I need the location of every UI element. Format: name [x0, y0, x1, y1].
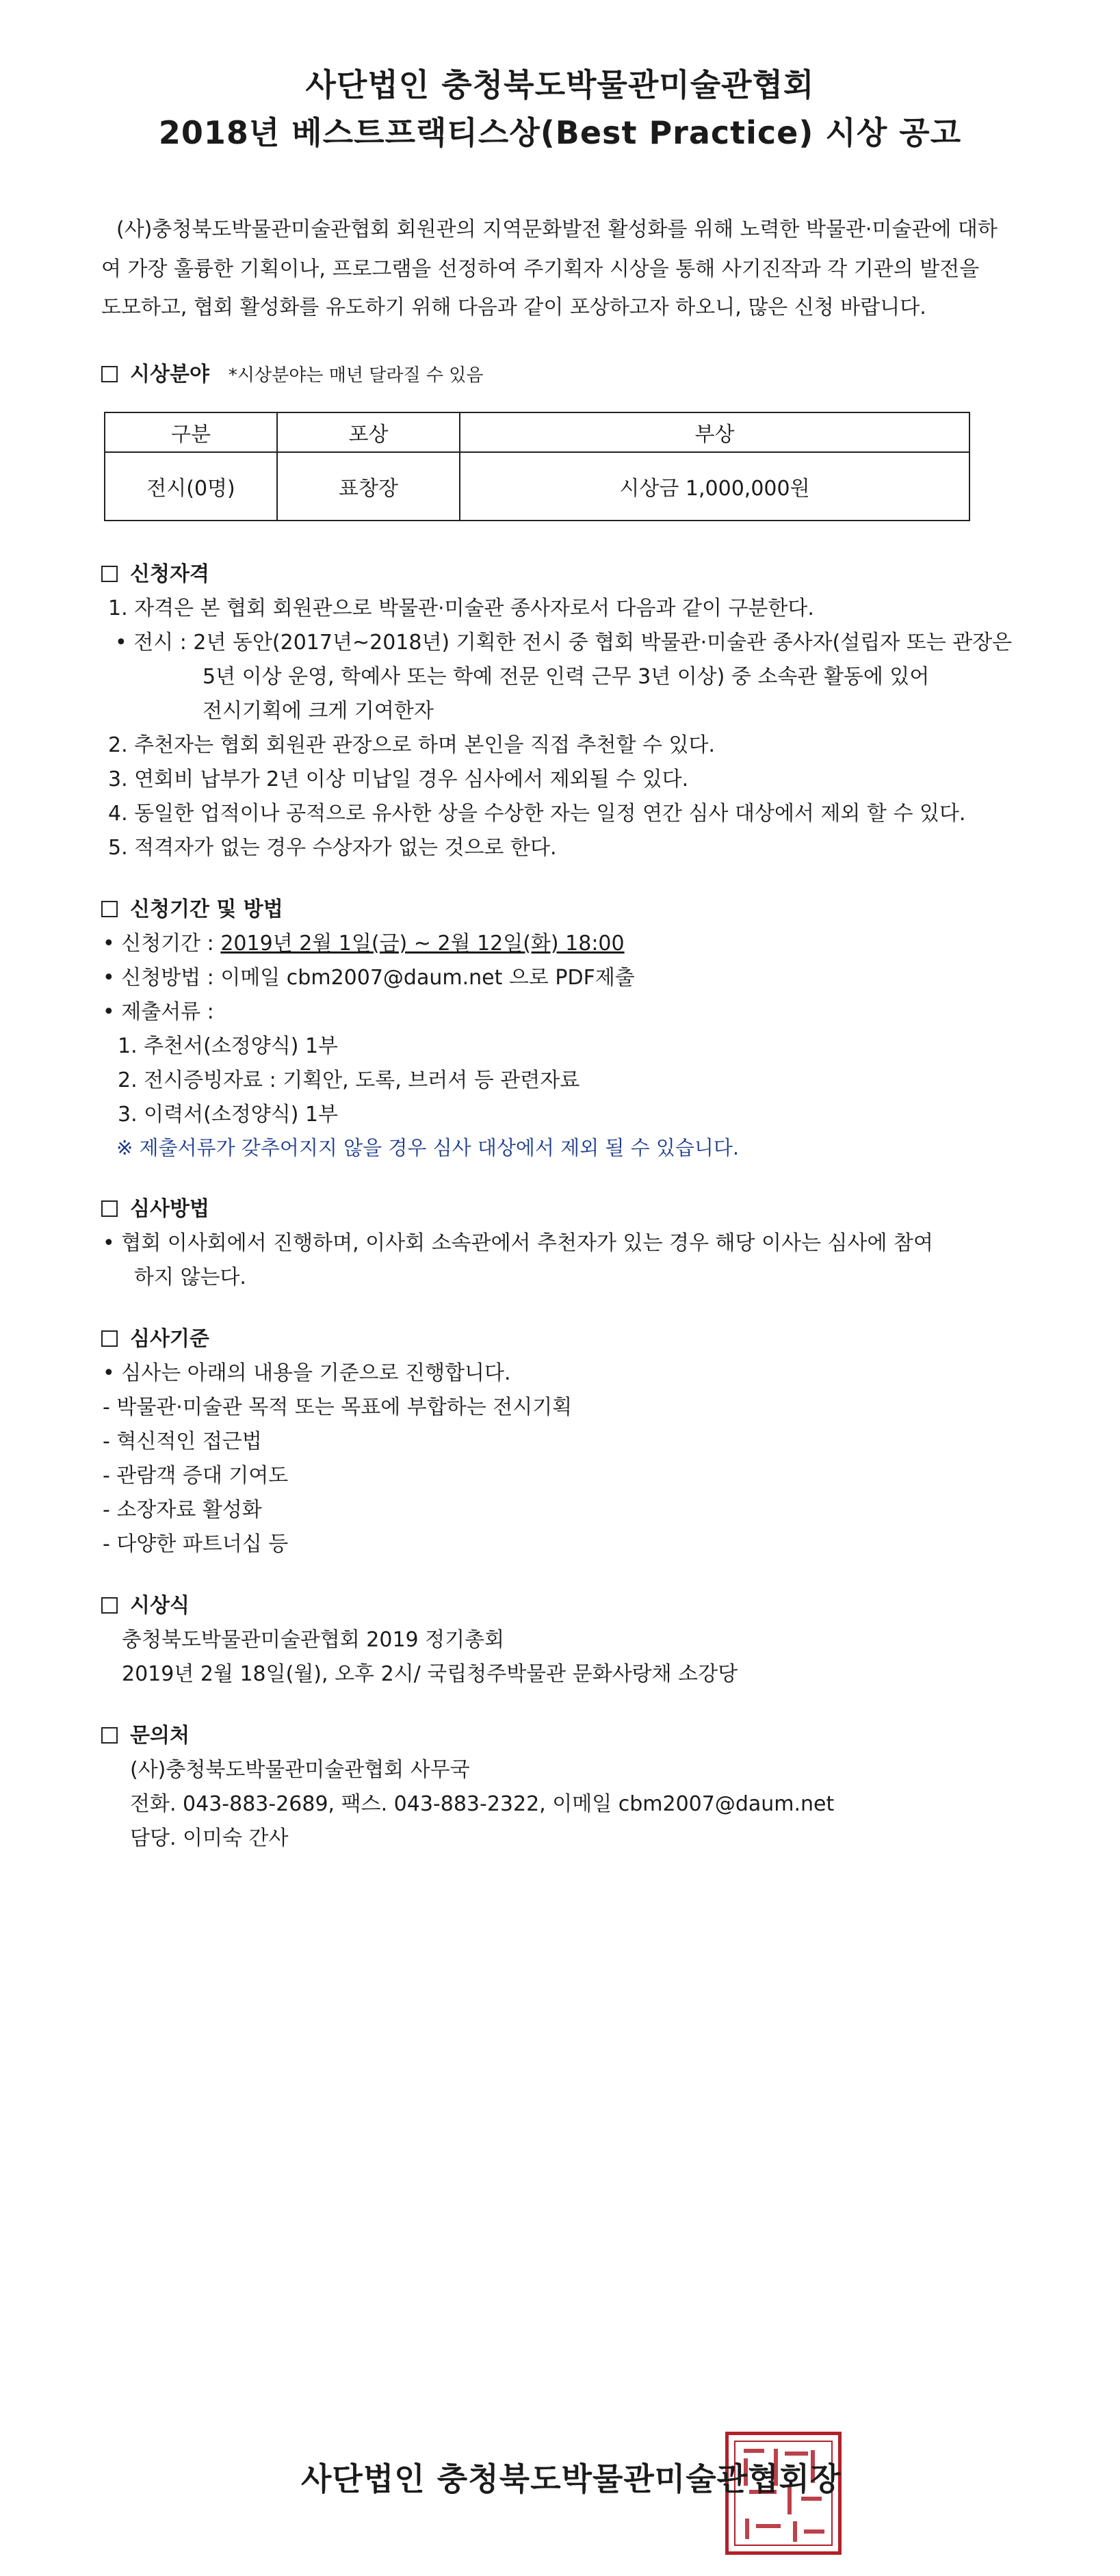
criteria-item: - 다양한 파트너십 등 [103, 1532, 289, 1556]
checkbox-square-icon [101, 1727, 118, 1744]
ceremony-line: 2019년 2월 18일(월), 오후 2시/ 국립청주박물관 문화사랑채 소강당 [122, 1662, 738, 1686]
award-table [104, 412, 970, 521]
award-table-cell: 시상금 1,000,000원 [460, 452, 969, 521]
checkbox-square-icon [101, 1200, 118, 1217]
ceremony-line: 충청북도박물관미술관협회 2019 정기총회 [122, 1628, 505, 1652]
criteria-item: - 관람객 증대 기여도 [103, 1464, 289, 1488]
ceremony-heading-text: 시상식 [130, 1594, 190, 1618]
table-row [105, 452, 969, 521]
checkbox-square-icon [101, 901, 118, 917]
award-heading-text: 시상분야 [130, 363, 209, 386]
application-period [103, 932, 625, 956]
eligibility-line: 3. 연회비 납부가 2년 이상 미납일 경우 심사에서 제외될 수 있다. [108, 767, 689, 791]
criteria-heading [101, 1327, 209, 1352]
review-method-line: 하지 않는다. [134, 1265, 246, 1289]
document-title-line1: 사단법인 충청북도박물관미술관협회 [305, 66, 815, 103]
contact-heading-text: 문의처 [130, 1724, 190, 1748]
application-method: • 신청방법 : 이메일 cbm2007@daum.net 으로 PDF제출 [103, 966, 635, 990]
application-warning: ※ 제출서류가 갖추어지지 않을 경우 심사 대상에서 제외 될 수 있습니다. [116, 1136, 740, 1159]
application-docs-label: • 제출서류 : [103, 1000, 214, 1024]
award-section-heading [101, 363, 484, 388]
application-heading-text: 신청기간 및 방법 [130, 897, 283, 921]
application-heading [101, 897, 283, 922]
checkbox-square-icon [101, 566, 118, 582]
review-method-line: • 협회 이사회에서 진행하며, 이사회 소속관에서 추천자가 있는 경우 해당 이사는 심사에 참여 [103, 1231, 933, 1255]
eligibility-line: • 전시 : 2년 동안(2017년~2018년) 기획한 전시 중 협회 박물관·미술관 종사자(설립자 또는 관장은 [115, 631, 1013, 655]
award-note: *시상분야는 매년 달라질 수 있음 [228, 365, 484, 386]
checkbox-square-icon [101, 366, 118, 382]
eligibility-heading [101, 562, 209, 587]
award-table-cell: 전시(0명) [105, 452, 277, 521]
ceremony-heading [101, 1594, 190, 1618]
intro-line-1: (사)충청북도박물관미술관협회 회원관의 지역문화발전 활성화를 위해 노력한 박물관·미술관에 대하 [116, 218, 998, 241]
eligibility-line: 1. 자격은 본 협회 회원관으로 박물관·미술관 종사자로서 다음과 같이 구분한다. [108, 596, 814, 620]
award-table-header: 부상 [460, 412, 969, 452]
eligibility-line: 5년 이상 운영, 학예사 또는 학예 전문 인력 근무 3년 이상) 중 소속관 활동에 있어 [203, 665, 930, 689]
application-doc-item: 2. 전시증빙자료 : 기획안, 도록, 브러셔 등 관련자료 [118, 1068, 580, 1092]
award-table-header: 포상 [277, 412, 460, 452]
criteria-intro: • 심사는 아래의 내용을 기준으로 진행합니다. [103, 1361, 511, 1385]
intro-line-2: 여 가장 훌륭한 기획이나, 프로그램을 선정하여 주기획자 시상을 통해 사기진작과 각 기관의 발전을 [101, 257, 980, 281]
contact-line: 담당. 이미숙 간사 [130, 1826, 289, 1850]
eligibility-heading-text: 신청자격 [130, 562, 209, 586]
contact-heading [101, 1724, 190, 1748]
intro-line-3: 도모하고, 협회 활성화를 유도하기 위해 다음과 같이 포상하고자 하오니, 많은 신청 바랍니다. [101, 295, 926, 319]
period-value: 2019년 2월 1일(금) ~ 2월 12일(화) 18:00 [220, 932, 625, 956]
criteria-item: - 혁신적인 접근법 [103, 1430, 262, 1454]
criteria-heading-text: 심사기준 [130, 1327, 209, 1351]
criteria-item: - 박물관·미술관 목적 또는 목표에 부합하는 전시기획 [103, 1395, 573, 1419]
footer-signature: 사단법인 충청북도박물관미술관협회장 [301, 2460, 842, 2497]
checkbox-square-icon [101, 1330, 118, 1347]
award-table-cell: 표창장 [277, 452, 460, 521]
contact-line: (사)충청북도박물관미술관협회 사무국 [130, 1758, 470, 1782]
checkbox-square-icon [101, 1597, 118, 1614]
document-title-line2: 2018년 베스트프랙티스상(Best Practice) 시상 공고 [158, 114, 962, 151]
contact-line: 전화. 043-883-2689, 팩스. 043-883-2322, 이메일 cbm2007@daum.net [130, 1792, 835, 1816]
application-doc-item: 1. 추천서(소정양식) 1부 [118, 1034, 339, 1058]
criteria-item: - 소장자료 활성화 [103, 1498, 262, 1522]
eligibility-line: 4. 동일한 업적이나 공적으로 유사한 상을 수상한 자는 일정 연간 심사 대상에서 제외 할 수 있다. [108, 802, 966, 826]
eligibility-line: 2. 추천자는 협회 회원관 관장으로 하며 본인을 직접 추천할 수 있다. [108, 733, 715, 757]
award-table-header: 구분 [105, 412, 277, 452]
eligibility-line: 전시기획에 크게 기여한자 [203, 699, 434, 723]
period-label: • 신청기간 : [103, 932, 221, 956]
eligibility-line: 5. 적격자가 없는 경우 수상자가 없는 것으로 한다. [108, 836, 557, 860]
application-doc-item: 3. 이력서(소정양식) 1부 [118, 1103, 339, 1127]
review-method-heading-text: 심사방법 [130, 1197, 209, 1221]
review-method-heading [101, 1197, 209, 1222]
